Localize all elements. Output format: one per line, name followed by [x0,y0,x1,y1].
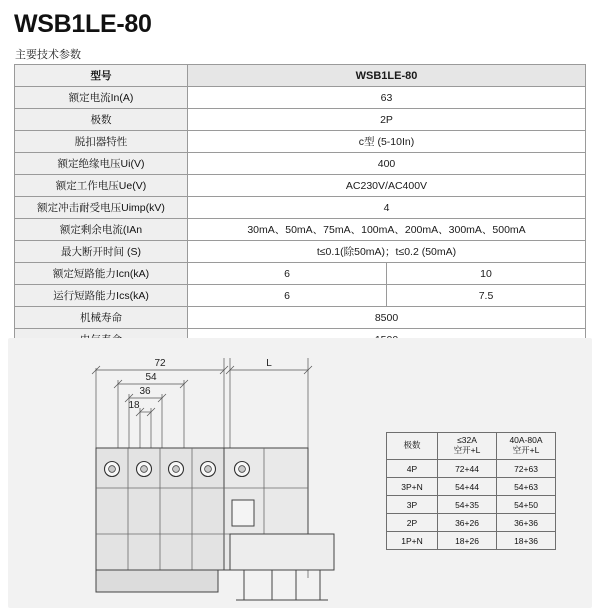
mini-cell-poles: 3P+N [387,478,438,496]
dim-label-72: 72 [154,358,166,369]
section-subtitle: 主要技术参数 [15,49,81,61]
row-label: 极数 [15,109,188,131]
dim-label-54: 54 [145,372,157,383]
table-row [15,241,586,263]
row-value: 2P [188,109,586,131]
mini-cell-b: 54+50 [497,496,556,514]
mini-cell-poles: 2P [387,514,438,532]
mini-table-row [387,514,556,532]
row-label: 额定短路能力Icn(kA) [15,263,188,285]
table-row [15,263,586,285]
row-label: 机械寿命 [15,307,188,329]
mini-table-row [387,496,556,514]
mini-header-40a80a-line1: 40A-80A [509,435,543,446]
mini-header-40a80a [497,433,556,460]
mini-cell-b: 36+36 [497,514,556,532]
mini-header-le32a [438,433,497,460]
pole-length-table [386,432,556,550]
mini-table-row [387,478,556,496]
mini-cell-a: 18+26 [438,532,497,550]
mini-table-row [387,460,556,478]
mini-cell-a: 36+26 [438,514,497,532]
row-value: 8500 [188,307,586,329]
mini-cell-a: 54+44 [438,478,497,496]
row-label: 运行短路能力Ics(kA) [15,285,188,307]
table-row [15,87,586,109]
page-title: WSB1LE-80 [14,10,152,38]
table-row [15,131,586,153]
row-value: c型 (5-10In) [188,131,586,153]
dimension-drawing-panel [8,338,592,608]
mini-header-40a80a-line2: 空开+L [512,445,540,455]
mini-cell-poles: 3P [387,496,438,514]
row-value-secondary: 7.5 [387,285,586,307]
header-cell-model-value: WSB1LE-80 [188,65,586,87]
header-cell-model-label: 型号 [15,65,188,87]
mini-cell-a: 54+35 [438,496,497,514]
mini-table-header-row [387,433,556,460]
row-value: 6 [188,263,387,285]
table-row [15,197,586,219]
table-row [15,307,586,329]
row-value: 4 [188,197,586,219]
row-label: 额定绝缘电压Ui(V) [15,153,188,175]
table-row [15,175,586,197]
mini-cell-a: 72+44 [438,460,497,478]
row-label: 额定冲击耐受电压Uimp(kV) [15,197,188,219]
mini-table-row [387,532,556,550]
row-label: 额定电流In(A) [15,87,188,109]
dimension-labels [128,358,272,411]
mini-cell-b: 72+63 [497,460,556,478]
row-label: 额定工作电压Ue(V) [15,175,188,197]
dim-label-L: L [266,358,272,369]
mini-cell-b: 54+63 [497,478,556,496]
table-row [15,219,586,241]
row-value: t≤0.1(除50mA)；t≤0.2 (50mA) [188,241,586,263]
row-label: 最大断开时间 (S) [15,241,188,263]
row-label: 额定剩余电流(IAn [15,219,188,241]
mini-header-le32a-line2: 空开+L [453,445,481,455]
row-value: 400 [188,153,586,175]
row-label: 脱扣器特性 [15,131,188,153]
device-body [96,448,334,600]
table-row [15,153,586,175]
mini-cell-b: 18+36 [497,532,556,550]
specifications-table [14,64,586,351]
dim-label-36: 36 [139,386,151,397]
table-header-row [15,65,586,87]
mini-cell-poles: 4P [387,460,438,478]
row-value: AC230V/AC400V [188,175,586,197]
mini-header-poles: 极数 [387,433,438,460]
mini-cell-poles: 1P+N [387,532,438,550]
table-row [15,285,586,307]
dim-label-18: 18 [128,400,140,411]
row-value: 30mA、50mA、75mA、100mA、200mA、300mA、500mA [188,219,586,241]
mini-header-le32a-line1: ≤32A [457,435,477,446]
table-row [15,109,586,131]
row-value: 63 [188,87,586,109]
row-value-secondary: 10 [387,263,586,285]
row-value: 6 [188,285,387,307]
